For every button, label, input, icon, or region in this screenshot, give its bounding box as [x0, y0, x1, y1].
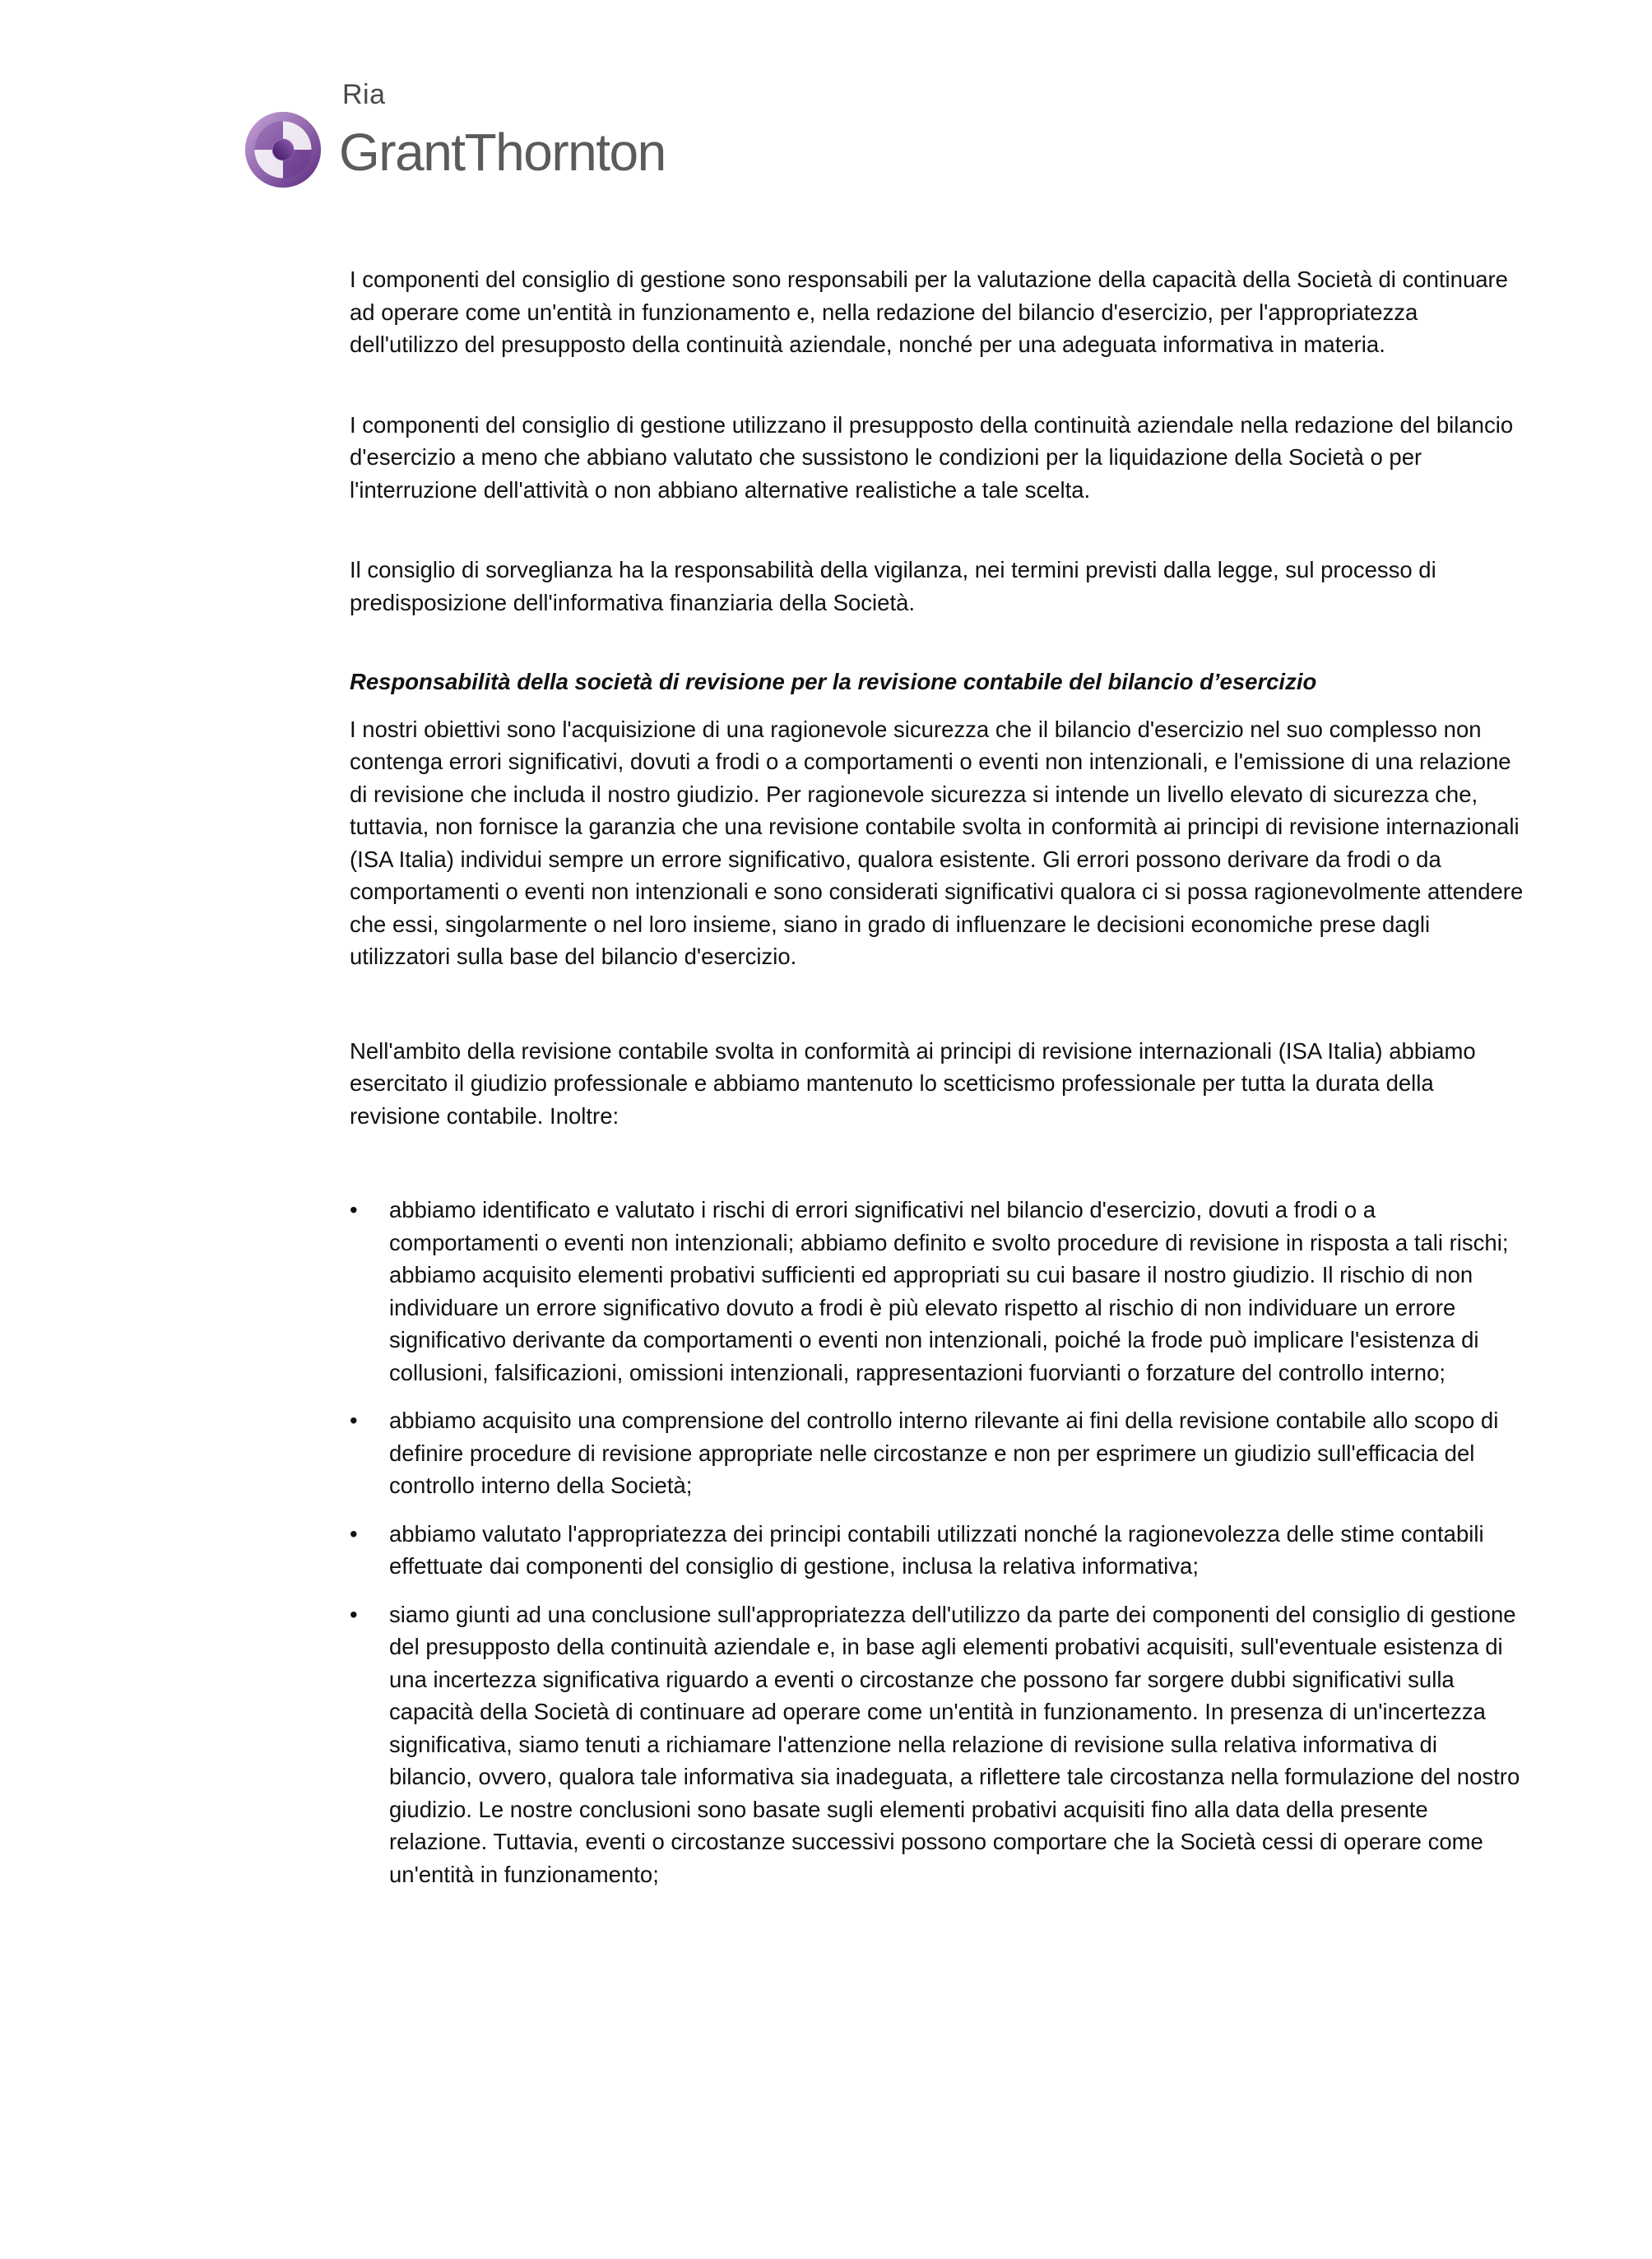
list-item: [350, 1598, 1526, 1891]
paragraph-audit-objectives: I nostri obiettivi sono l'acquisizione di una ragionevole sicurezza che il bilancio d'esercizio nel suo complesso non contenga errori significativi, dovuti a frodi o a comportamenti o eventi non intenzionali, e l'emissione di una relazione di revisione che includa il nostro giudizio. Per ragionevole sicurezza si intende un livello elevato di sicurezza che, tuttavia, non fornisce la garanzia che una revisione contabile svolta in conformità ai principi di revisione internazionali (ISA Italia) individui sempre un errore significativo, qualora esistente. Gli errori possono derivare da frodi o da comportamenti o eventi non intenzionali e sono considerati significativi qualora ci si possa ragionevolmente attendere che essi, singolarmente o nel loro insieme, siano in grado di influenzare le decisioni economiche prese dagli utilizzatori sulla base del bilancio d'esercizio.: [350, 716, 1524, 969]
bullet-icon: •: [350, 1520, 358, 1547]
paragraph-going-concern: I componenti del consiglio di gestione utilizzano il presupposto della continuità aziendale nella redazione del bilancio d'esercizio a meno che abbiano valutato che sussistono le condizioni per la liquidazione della Società o per l'interruzione dell'attività o non abbiano alternative realistiche a tale scelta.: [350, 411, 1514, 503]
paragraph-management-responsibility: I componenti del consiglio di gestione sono responsabili per la valutazione della capacità della Società di continuare ad operare come un'entità in funzionamento e, nella redazione del bilancio d'esercizio, per l'appropriatezza dell'utilizzo del presupposto della continuità aziendale, nonché per una adeguata informativa in materia.: [350, 267, 1508, 357]
company-logo: [244, 79, 704, 194]
list-item-text: abbiamo identificato e valutato i rischi di errori significativi nel bilancio d'esercizio, dovuti a frodi o a comportamenti o eventi non intenzionali; abbiamo definito e svolto procedure di revisione in risposta a tali rischi; abbiamo acquisito elementi probativi sufficienti ed appropriati su cui basare il nostro giudizio. Il rischio di non individuare un errore significativo dovuto a frodi è più elevato rispetto al rischio di non individuare un errore significativo derivante da comportamenti o eventi non intenzionali, poiché la frode può implicare l'esistenza di collusioni, falsificazioni, omissioni intenzionali, rappresentazioni fuorvianti o forzature del controllo interno;: [389, 1197, 1509, 1385]
list-item-text: abbiamo valutato l'appropriatezza dei principi contabili utilizzati nonché la ragionevolezza delle stime contabili effettuate dai componenti del consiglio di gestione, inclusa la relativa informativa;: [389, 1520, 1484, 1579]
section-heading: Responsabilità della società di revisione per la revisione contabile del bilancio d’esercizio: [350, 669, 1317, 694]
logo-ria-text: Ria: [342, 79, 386, 110]
list-item: [350, 1404, 1526, 1502]
list-item: [350, 1194, 1526, 1389]
bullet-icon: •: [350, 1601, 358, 1627]
bullet-icon: •: [350, 1197, 358, 1222]
logo-company-name: GrantThornton: [339, 123, 666, 182]
paragraph-professional-judgement: Nell'ambito della revisione contabile svolta in conformità ai principi di revisione internazionali (ISA Italia) abbiamo esercitato il giudizio professionale e abbiamo mantenuto lo scetticismo professionale per tutta la durata della revisione contabile. Inoltre:: [350, 1037, 1476, 1129]
audit-procedures-list: [350, 1194, 1526, 1890]
list-item-text: siamo giunti ad una conclusione sull'appropriatezza dell'utilizzo da parte dei componenti del consiglio di gestione del presupposto della continuità aziendale e, in base agli elementi probativi acquisiti, sull'eventuale esistenza di una incertezza significativa riguardo a eventi o circostanze che possono far sorgere dubbi significativi sulla capacità della Società di continuare ad operare come un'entità in funzionamento. In presenza di un'incertezza significativa, siamo tenuti a richiamare l'attenzione nella relazione di revisione sulla relativa informativa di bilancio, ovvero, qualora tale informativa sia inadeguata, a riflettere tale circostanza nella formulazione del nostro giudizio. Le nostre conclusioni sono basate sugli elementi probativi acquisiti fino alla data della presente relazione. Tuttavia, eventi o circostanze successivi possono comportare che la Società cessi di operare come un'entità in funzionamento;: [389, 1601, 1520, 1887]
list-item: [350, 1518, 1526, 1583]
paragraph-supervisory-board: Il consiglio di sorveglianza ha la responsabilità della vigilanza, nei termini previsti dalla legge, sul processo di predisposizione dell'informativa finanziaria della Società.: [350, 557, 1436, 615]
grant-thornton-logo-icon: [244, 110, 323, 189]
document-body: [350, 263, 1526, 1906]
list-item-text: abbiamo acquisito una comprensione del controllo interno rilevante ai fini della revisione contabile allo scopo di definire procedure di revisione appropriate nelle circostanze e non per esprimere un giudizio sull'efficacia del controllo interno della Società;: [389, 1408, 1499, 1498]
bullet-icon: •: [350, 1408, 358, 1433]
